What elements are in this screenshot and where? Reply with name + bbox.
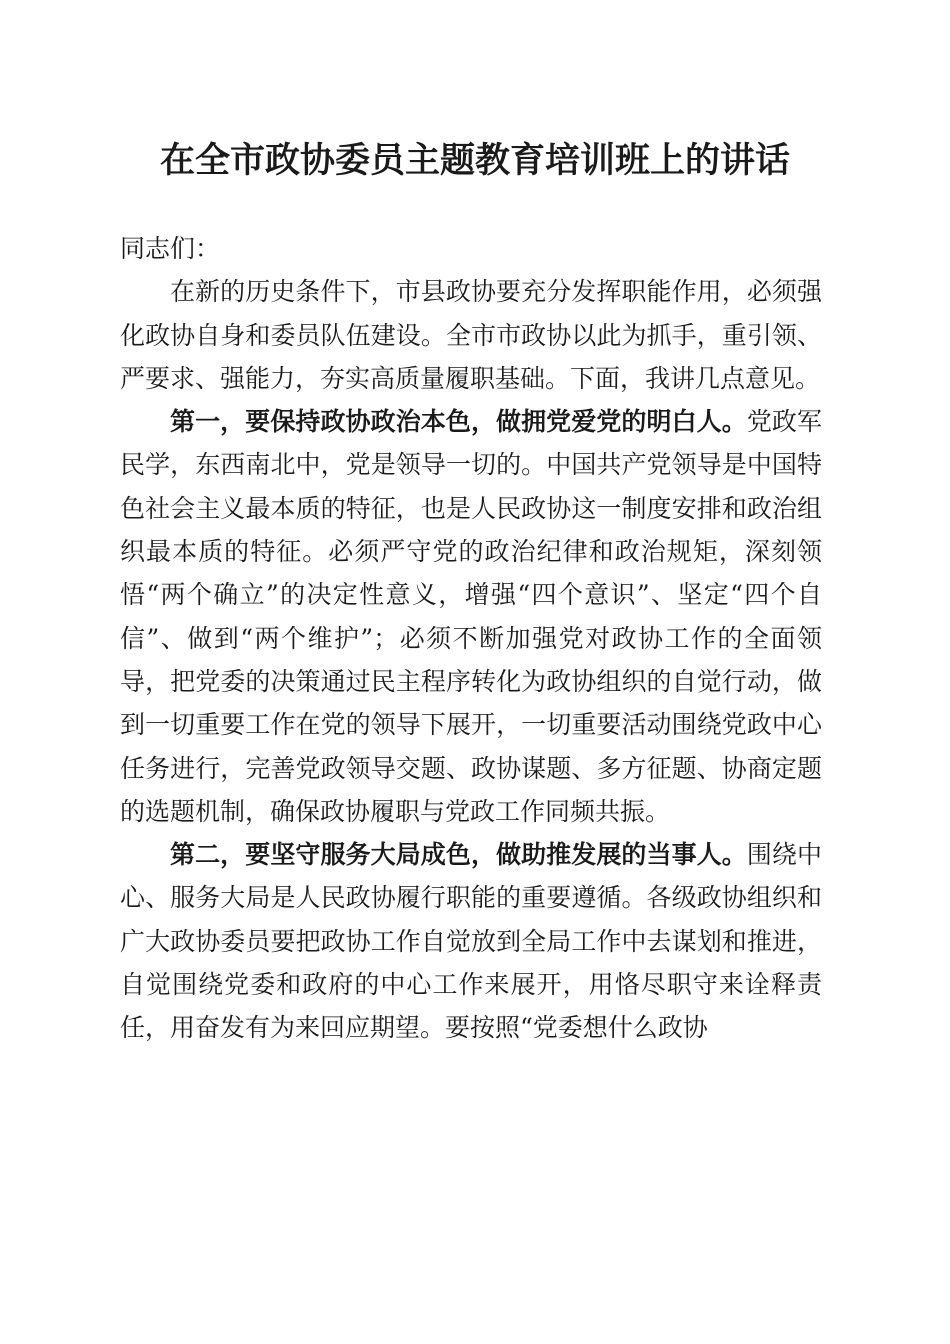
paragraph-text: 党政军民学，东西南北中，党是领导一切的。中国共产党领导是中国特色社会主义最本质的特征，也是人民政协这一制度安排和政治组织最本质的特征。必须严守党的政治纪律和政治规矩，深刻领悟“两个确立”的决定性意义，增强“四个意识”、坚定“四个自信”、做到“两个维护”；必须不断加强党对政协工作的全面领导，把党委的决策通过民主程序转化为政协组织的自觉行动，做到一切重要工作在党的领导下展开，一切重要活动围绕党政中心任务进行，完善党政领导交题、政协谋题、多方征题、协商定题的选题机制，确保政协履职与党政工作同频共振。 [120,407,822,826]
document-title: 在全市政协委员主题教育培训班上的讲话 [159,140,790,181]
paragraph-text: 围绕中心、服务大局是人民政协履行职能的重要遵循。各级政协组织和广大政协委员要把政协工作自觉放到全局工作中去谋划和推进，自觉围绕党委和政府的中心工作来展开，用恪尽职守来诠释责任，用奋发有为来回应期望。要按照“党委想什么政协 [120,840,822,1043]
paragraph-text: 在新的历史条件下，市县政协要充分发挥职能作用，必须强化政协自身和委员队伍建设。全市市政协以此为抓手，重引领、严要求、强能力，夯实高质量履职基础。下面，我讲几点意见。 [120,277,822,393]
salutation: 同志们： [120,234,221,263]
paragraph-point-one [120,400,822,833]
document-body [120,227,822,1050]
paragraph-point-two [120,833,822,1049]
paragraph-lead-heading: 第一，要保持政协政治本色，做拥党爱党的明白人。 [170,407,747,437]
paragraph-intro [120,270,822,400]
paragraph-lead-heading: 第二，要坚守服务大局成色，做助推发展的当事人。 [170,840,747,870]
